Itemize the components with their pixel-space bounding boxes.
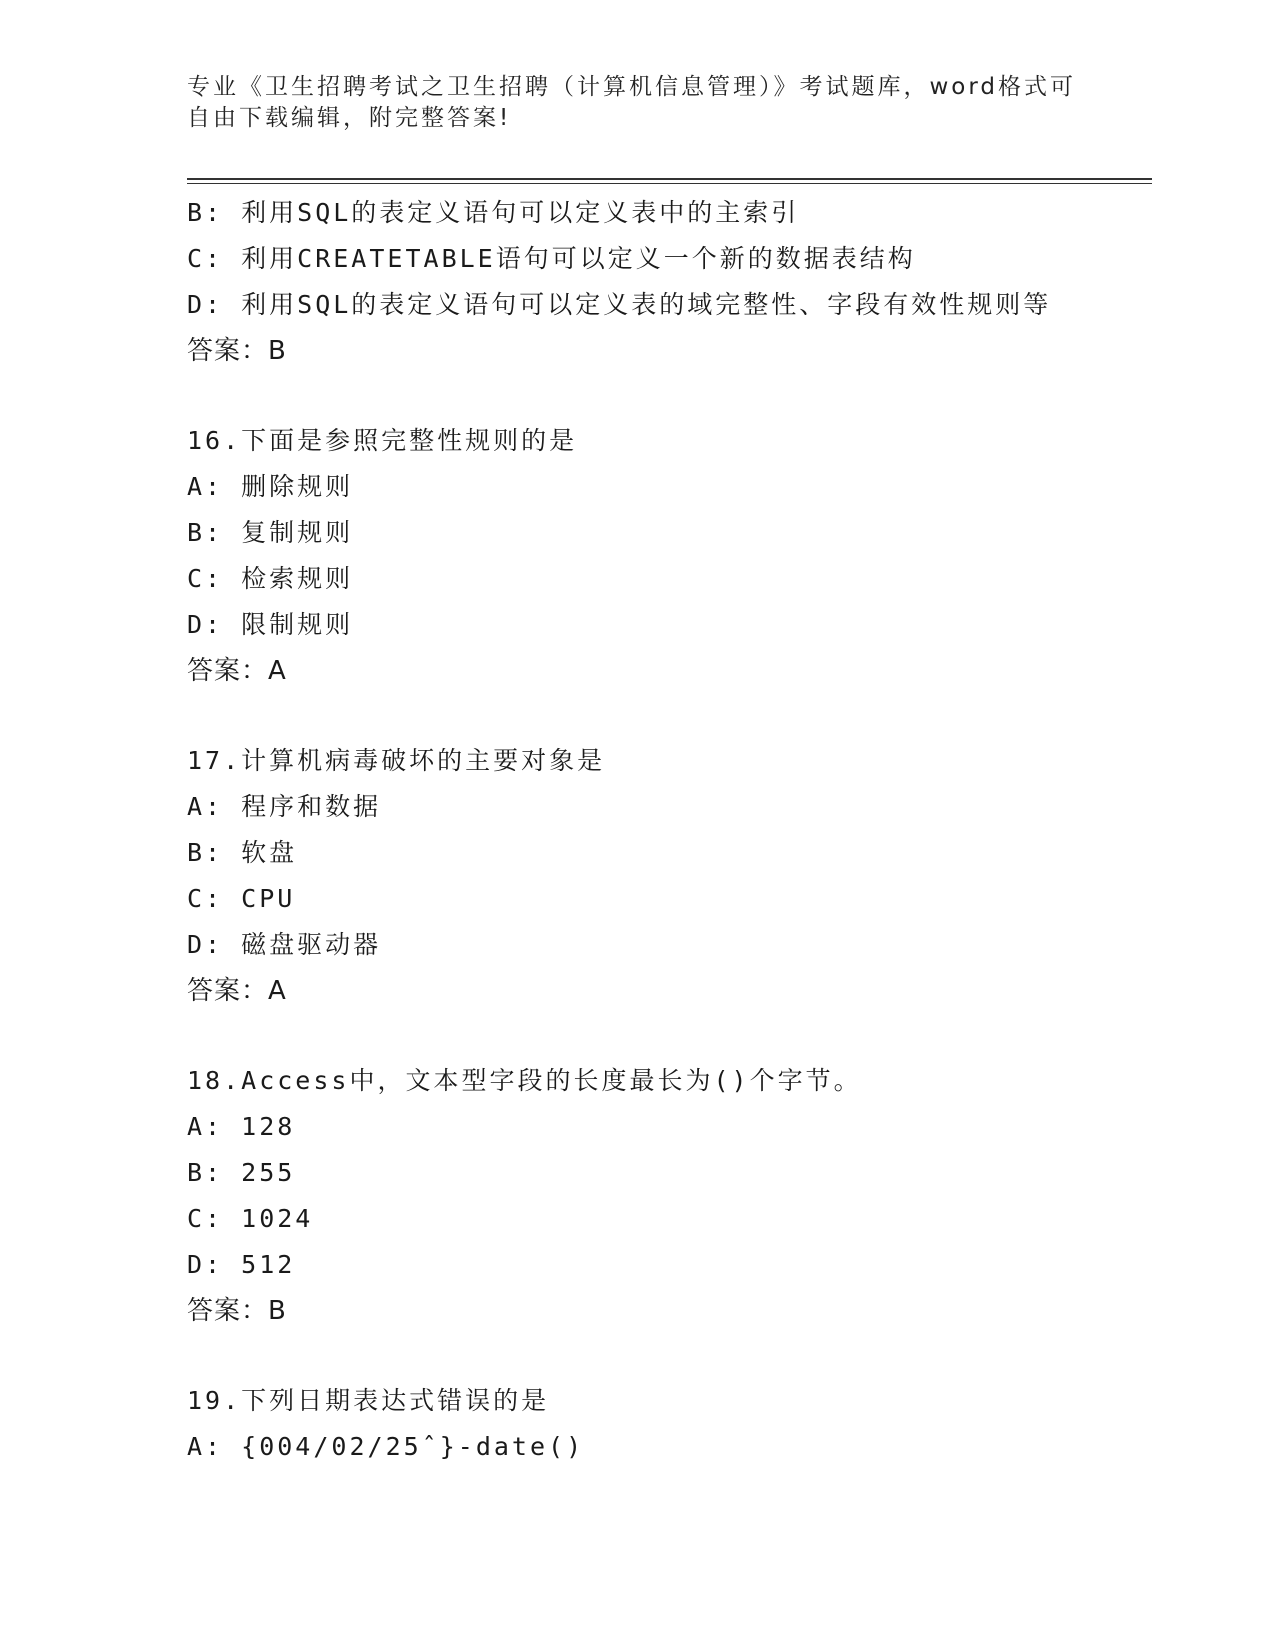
spacer (187, 694, 1147, 738)
answer-line: 答案：A (187, 656, 287, 686)
option-b: B: 利用SQL的表定义语句可以定义表中的主索引 (187, 198, 800, 227)
answer-line: 答案：B (187, 336, 287, 366)
question-block-17 (187, 738, 1147, 1014)
question-block-15 (187, 190, 1147, 374)
question-block-19 (187, 1378, 1147, 1470)
question-block-16 (187, 418, 1147, 694)
question-text: 16.下面是参照完整性规则的是 (187, 426, 578, 455)
spacer (187, 1014, 1147, 1058)
spacer (187, 374, 1147, 418)
header-divider (187, 178, 1152, 184)
option-a: A: 程序和数据 (187, 792, 382, 821)
option-d: D: 利用SQL的表定义语句可以定义表的域完整性、字段有效性规则等 (187, 290, 1052, 319)
spacer (187, 1334, 1147, 1378)
option-c: C: 利用CREATETABLE语句可以定义一个新的数据表结构 (187, 244, 916, 273)
option-c: C: 检索规则 (187, 564, 354, 593)
option-a: A: {004/02/25ˆ}-date() (187, 1432, 585, 1461)
question-text: 18.Access中，文本型字段的长度最长为()个字节。 (187, 1066, 862, 1095)
option-b: B: 255 (187, 1158, 296, 1187)
option-b: B: 软盘 (187, 838, 298, 867)
option-c: C: CPU (187, 884, 296, 913)
option-d: D: 限制规则 (187, 610, 354, 639)
answer-line: 答案：A (187, 976, 287, 1006)
question-list (187, 190, 1147, 1470)
answer-line: 答案：B (187, 1296, 287, 1326)
option-d: D: 512 (187, 1250, 296, 1279)
option-b: B: 复制规则 (187, 518, 354, 547)
option-a: A: 128 (187, 1112, 296, 1141)
option-a: A: 删除规则 (187, 472, 354, 501)
question-text: 17.计算机病毒破坏的主要对象是 (187, 746, 606, 775)
question-text: 19.下列日期表达式错误的是 (187, 1386, 550, 1415)
document-header: 专业《卫生招聘考试之卫生招聘（计算机信息管理）》考试题库，word格式可自由下载编辑，附完整答案! (187, 74, 1077, 131)
question-block-18 (187, 1058, 1147, 1334)
option-d: D: 磁盘驱动器 (187, 930, 382, 959)
option-c: C: 1024 (187, 1204, 314, 1233)
